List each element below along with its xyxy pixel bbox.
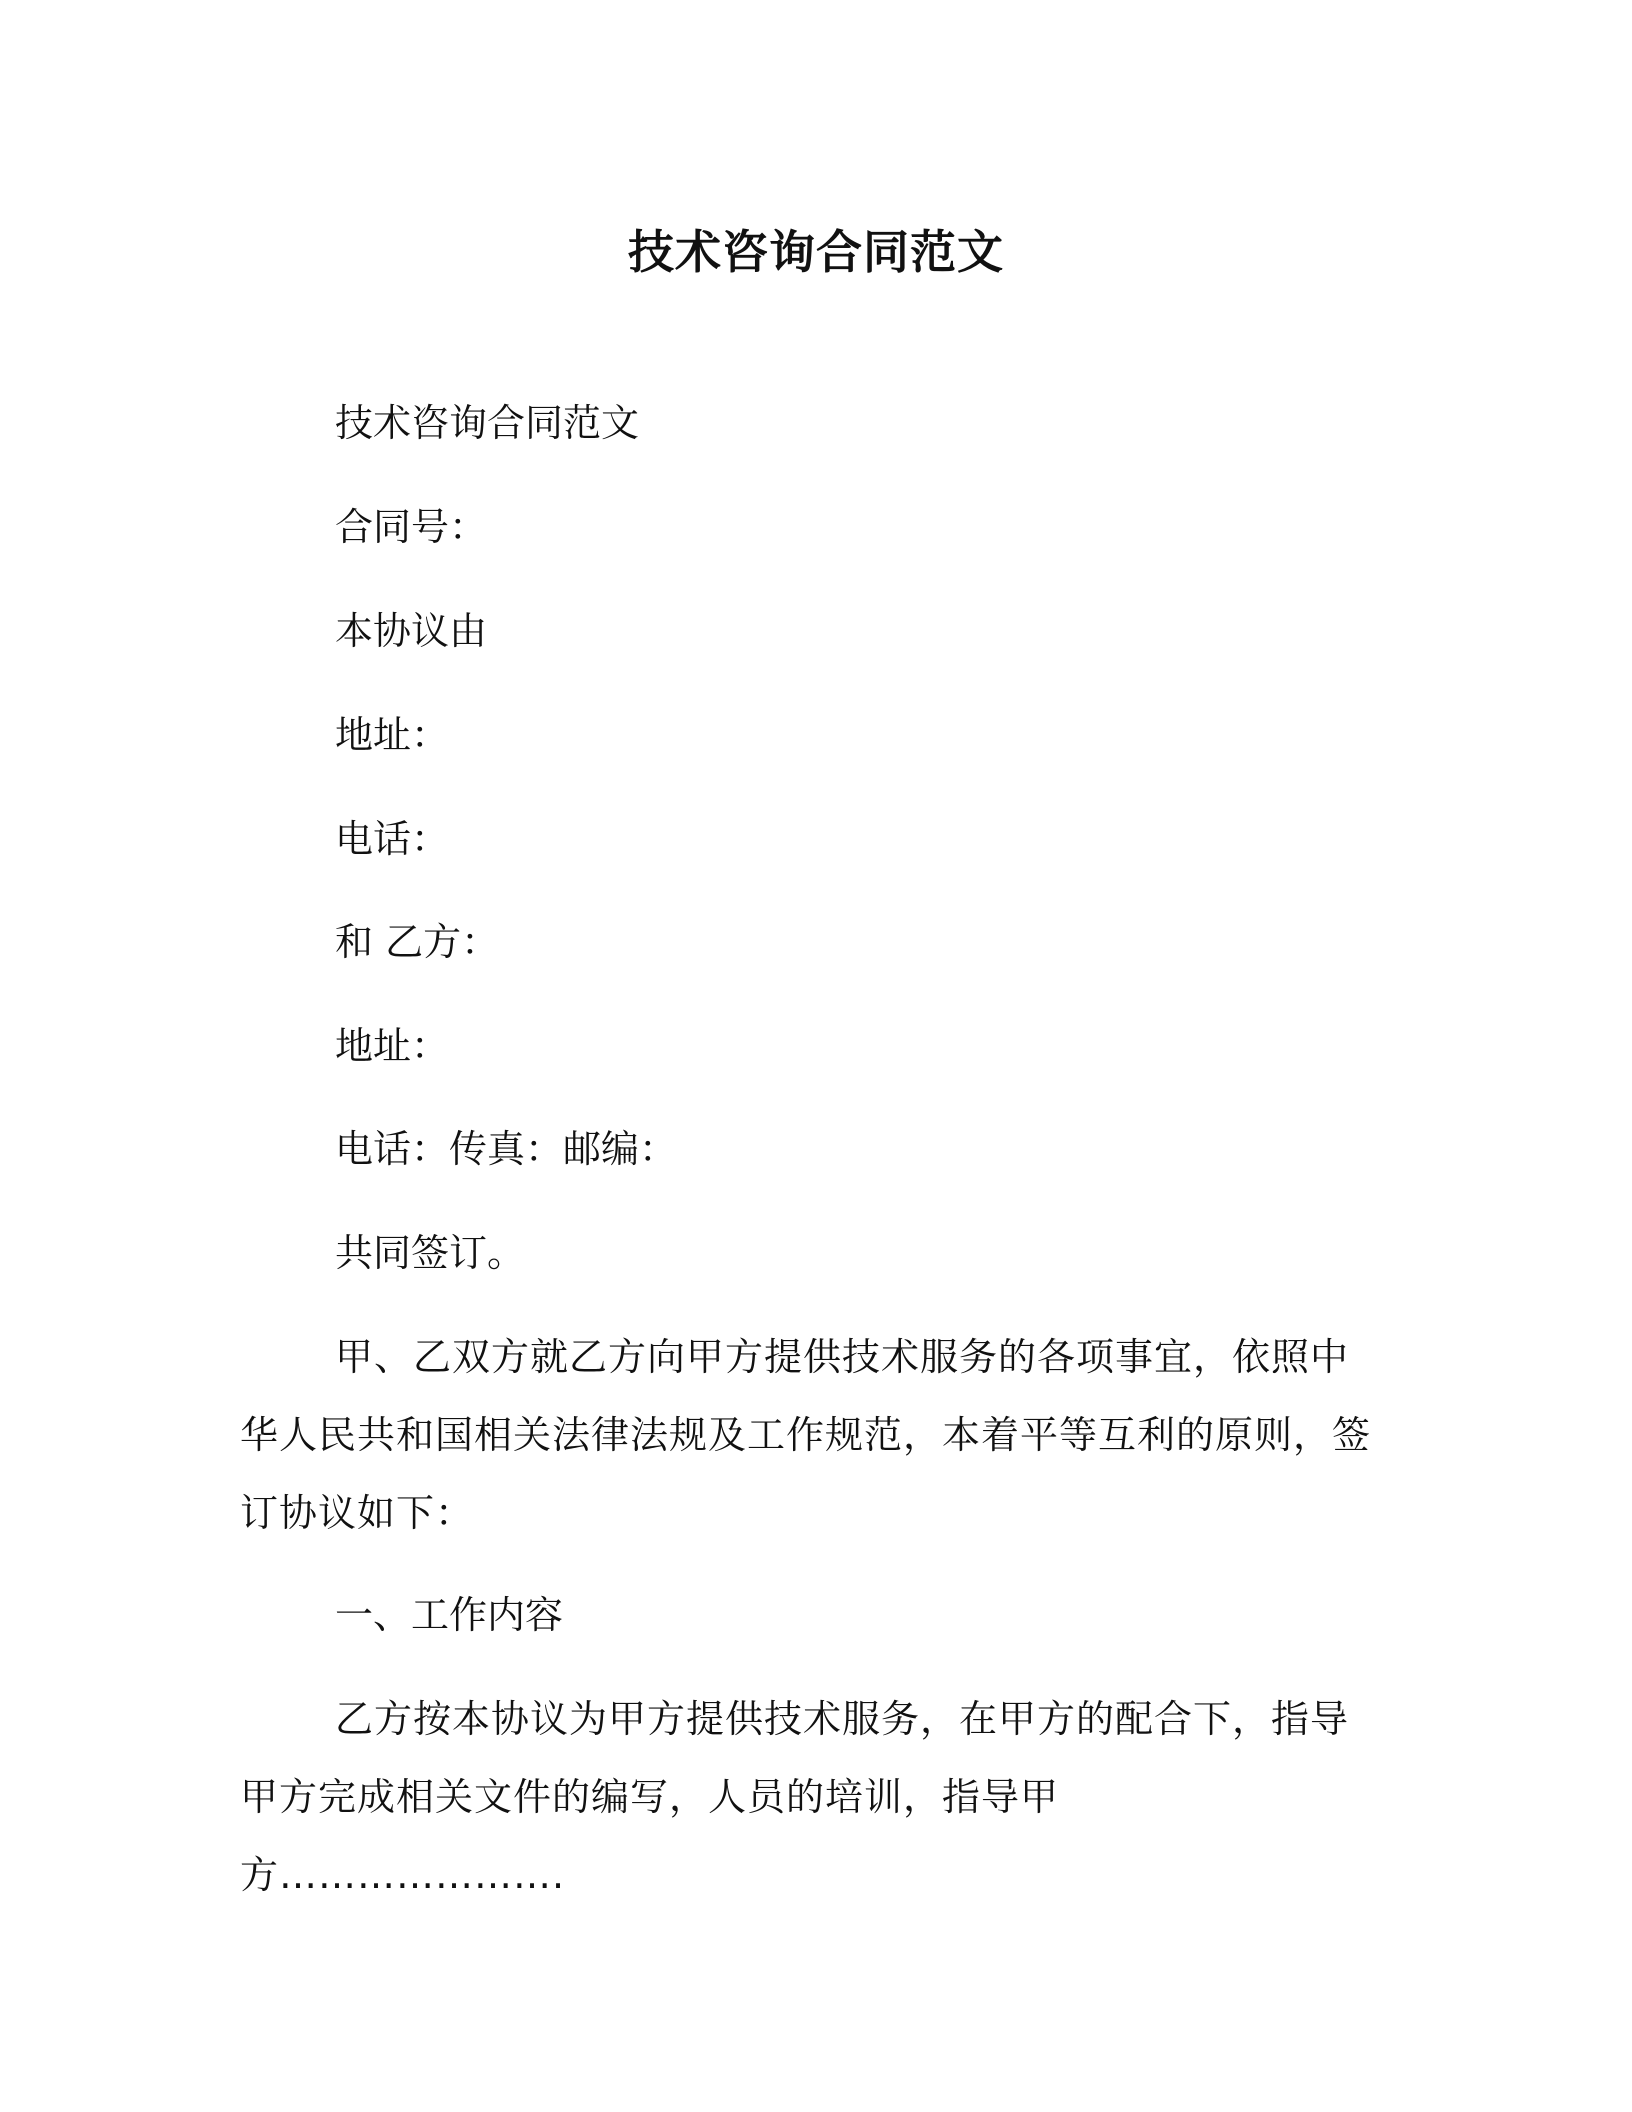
agreement-by-line: 本协议由	[335, 609, 488, 653]
jointly-signed-line: 共同签订。	[335, 1231, 526, 1275]
contract-number-label: 合同号：	[335, 505, 488, 549]
party-b-contact-label: 电话：传真：邮编：	[335, 1127, 678, 1171]
party-a-address-label: 地址：	[335, 713, 450, 757]
document-subtitle: 技术咨询合同范文	[335, 401, 640, 445]
section-heading-work-content: 一、工作内容	[335, 1593, 564, 1637]
party-b-address-label: 地址：	[335, 1024, 450, 1068]
page-title: 技术咨询合同范文	[628, 225, 1004, 279]
preamble-paragraph: 甲、乙双方就乙方向甲方提供技术服务的各项事宜，依照中华人民共和国相关法律法规及工作规范，本着平等互利的原则，签订协议如下：	[240, 1335, 1372, 1535]
party-a-phone-label: 电话：	[335, 817, 450, 861]
party-b-label: 和 乙方：	[335, 920, 500, 964]
work-content-paragraph: 乙方按本协议为甲方提供技术服务，在甲方的配合下，指导甲方完成相关文件的编写，人员的培训，指导甲方………………….	[240, 1697, 1350, 1897]
